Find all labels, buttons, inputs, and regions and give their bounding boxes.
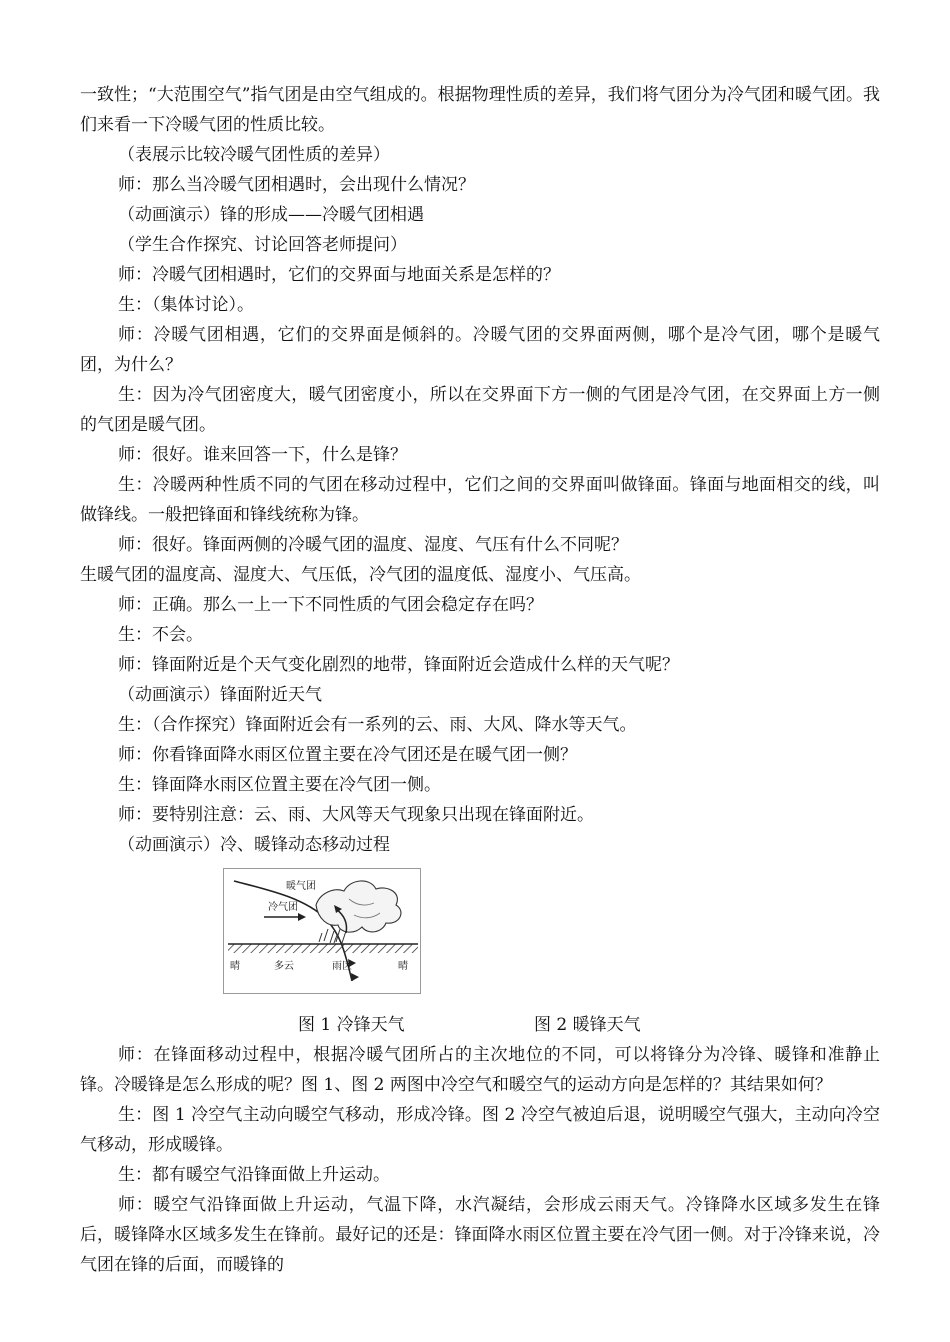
paragraph: 生：（集体讨论）。: [118, 295, 254, 315]
paragraph: 生：锋面降水雨区位置主要在冷气团一侧。: [118, 775, 441, 795]
caption-figure-1: 图 1 冷锋天气: [298, 1015, 405, 1035]
paragraph: 师：很好。谁来回答一下，什么是锋？: [118, 445, 407, 465]
paragraph: 师：要特别注意：云、雨、大风等天气现象只出现在锋面附近。: [118, 805, 594, 825]
document-page: [80, 80, 880, 1280]
cold-arrowhead: [298, 913, 306, 921]
front-triangle-2: [351, 973, 359, 981]
paragraph: 师：冷暖气团相遇时，它们的交界面与地面关系是怎样的？: [118, 265, 560, 285]
ground-hatch: [228, 944, 418, 953]
paragraph: 生：（合作探究）锋面附近会有一系列的云、雨、大风、降水等天气。: [118, 715, 637, 735]
label-cloudy: 多云: [274, 961, 294, 972]
cloud-shape: [316, 881, 401, 932]
paragraph: 师：那么当冷暖气团相遇时，会出现什么情况？: [118, 175, 475, 195]
paragraph: 师：暖空气沿锋面做上升运动，气温下降，水汽凝结，会形成云雨天气。冷锋降水区域多发生在锋后，暖锋降水区域多发生在锋前。最好记的还是：锋面降水雨区位置主要在冷气团一侧。对于冷锋来说，冷气团在锋的后面，而暖锋的: [80, 1195, 880, 1275]
paragraph: 生：冷暖两种性质不同的气团在移动过程中，它们之间的交界面叫做锋面。锋面与地面相交的线，叫做锋线。一般把锋面和锋线统称为锋。: [80, 475, 880, 525]
paragraph: 一致性；“大范围空气”指气团是由空气组成的。根据物理性质的差异，我们将气团分为冷气团和暖气团。我们来看一下冷暖气团的性质比较。: [80, 85, 880, 135]
paragraph: （动画演示）冷、暖锋动态移动过程: [118, 835, 390, 855]
paragraph: 生：都有暖空气沿锋面做上升运动。: [118, 1165, 390, 1185]
paragraph: 师：锋面附近是个天气变化剧烈的地带，锋面附近会造成什么样的天气呢？: [118, 655, 679, 675]
paragraph: 生暖气团的温度高、湿度大、气压低，冷气团的温度低、湿度小、气压高。: [80, 565, 641, 585]
paragraph: 生：图 1 冷空气主动向暖空气移动，形成冷锋。图 2 冷空气被迫后退，说明暖空气强大，主动向冷空气移动，形成暖锋。: [80, 1105, 880, 1155]
paragraph: 师：正确。那么一上一下不同性质的气团会稳定存在吗？: [118, 595, 543, 615]
label-rain-zone: 雨区: [332, 961, 352, 972]
label-clear-right: 晴: [398, 961, 408, 972]
paragraph: 师：冷暖气团相遇，它们的交界面是倾斜的。冷暖气团的交界面两侧，哪个是冷气团，哪个是暖气团，为什么？: [80, 325, 880, 375]
cold-front-svg: [224, 869, 420, 993]
label-cold-air: 冷气团: [268, 902, 298, 913]
label-warm-air: 暖气团: [286, 881, 316, 892]
paragraph: 师：在锋面移动过程中，根据冷暖气团所占的主次地位的不同，可以将锋分为冷锋、暖锋和准静止锋。冷暖锋是怎么形成的呢？图 1、图 2 两图中冷空气和暖空气的运动方向是怎样的？其结果如何？: [80, 1045, 880, 1095]
text-block-bottom: [80, 1040, 880, 1280]
rain-streaks: [319, 929, 346, 943]
figure-area: [80, 860, 880, 1010]
paragraph: 师：很好。锋面两侧的冷暖气团的温度、湿度、气压有什么不同呢？: [118, 535, 628, 555]
paragraph: （动画演示）锋的形成——冷暖气团相遇: [118, 205, 424, 225]
paragraph: （动画演示）锋面附近天气: [118, 685, 322, 705]
paragraph: （表展示比较冷暖气团性质的差异）: [118, 145, 390, 165]
paragraph: 师：你看锋面降水雨区位置主要在冷气团还是在暖气团一侧？: [118, 745, 577, 765]
cold-front-diagram: [223, 868, 421, 994]
paragraph: （学生合作探究、讨论回答老师提问）: [118, 235, 407, 255]
figure-captions: [80, 1010, 880, 1040]
paragraph: 生：因为冷气团密度大，暖气团密度小，所以在交界面下方一侧的气团是冷气团，在交界面上方一侧的气团是暖气团。: [80, 385, 880, 435]
label-clear-left: 晴: [230, 961, 240, 972]
caption-figure-2: 图 2 暖锋天气: [534, 1015, 641, 1035]
paragraph: 生：不会。: [118, 625, 203, 645]
text-block-top: [80, 80, 880, 860]
